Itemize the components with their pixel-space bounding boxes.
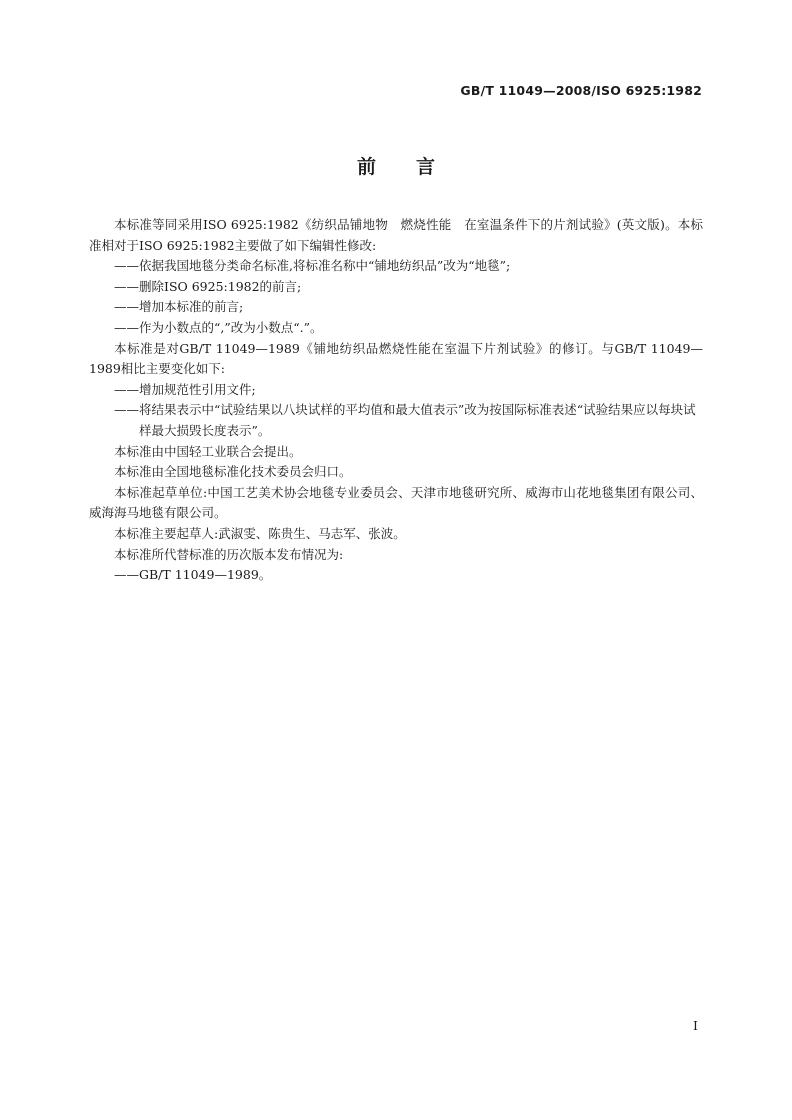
paragraph-adoption: 本标准等同采用ISO 6925:1982《纺织品铺地物 燃烧性能 在室温条件下的片剂试验》(英文版)。本标准相对于ISO 6925:1982主要做了如下编辑性修改: [89,217,703,253]
list-item-previous-edition: ——GB/T 11049—1989。 [114,567,272,583]
paragraph-centralized-by: 本标准由全国地毯标准化技术委员会归口。 [114,464,352,480]
list-item-decimal-point: ——作为小数点的“,”改为小数点“.”。 [114,319,323,335]
paragraph-drafting-units: 本标准起草单位:中国工艺美术协会地毯专业委员会、天津市地毯研究所、威海市山花地毯集团有限公司、威海海马地毯有限公司。 [89,484,703,521]
foreword-body [89,215,703,586]
list-item-rename: ——依据我国地毯分类命名标准,将标准名称中“铺地纺织品”改为“地毯”; [114,258,511,274]
standard-code-header: GB/T 11049—2008/ISO 6925:1982 [460,83,702,98]
paragraph-history: 本标准所代替标准的历次版本发布情况为: [114,546,344,562]
paragraph-drafters: 本标准主要起草人:武淑雯、陈贵生、马志军、张波。 [114,525,406,541]
list-item-add-foreword: ——增加本标准的前言; [114,299,244,315]
page-number: I [693,1018,698,1033]
list-item-delete-foreword: ——删除ISO 6925:1982的前言; [114,278,302,294]
page-title: 前言 [356,156,475,178]
list-item-normative-refs: ——增加规范性引用文件; [114,381,256,397]
paragraph-proposed-by: 本标准由中国轻工业联合会提出。 [114,443,302,459]
list-item-result-expression: ——将结果表示中“试验结果以八块试样的平均值和最大值表示”改为按国际标准表述“试验结果应以每块试样最大损毁长度表示”。 [114,402,696,438]
paragraph-revision: 本标准是对GB/T 11049—1989《铺地纺织品燃烧性能在室温下片剂试验》的修订。与GB/T 11049—1989相比主要变化如下: [89,340,703,377]
